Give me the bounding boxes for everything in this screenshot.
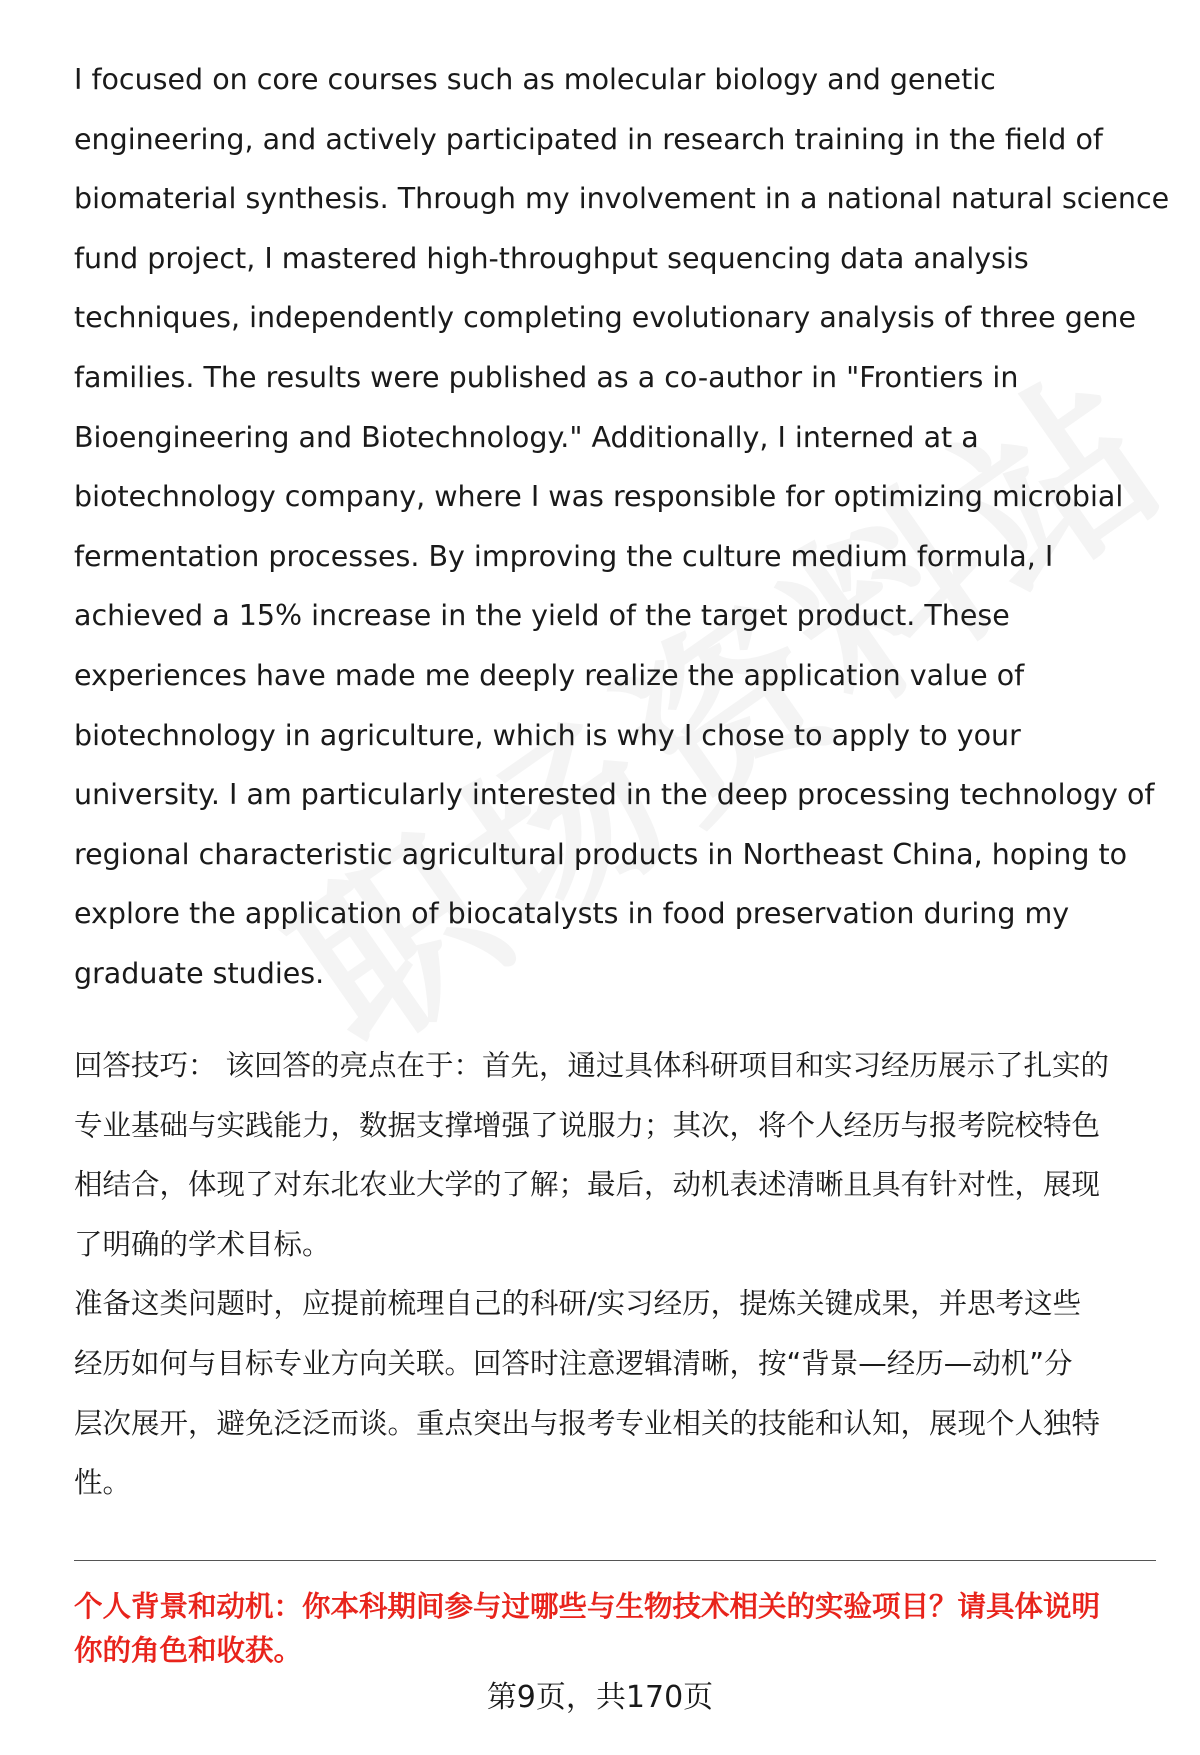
paragraph-line: explore the application of biocatalysts in food preservation during my xyxy=(74,897,1070,931)
tips-line: 准备这类问题时，应提前梳理自己的科研/实习经历，提炼关键成果，并思考这些 xyxy=(74,1287,1082,1321)
paragraph-line: biotechnology company, where I was responsible for optimizing microbial xyxy=(74,480,1124,514)
answer-tips xyxy=(74,1036,1164,1513)
paragraph-line: biotechnology in agriculture, which is why I chose to apply to your xyxy=(74,718,1021,752)
paragraph-line: techniques, independently completing evolutionary analysis of three gene xyxy=(74,301,1136,335)
tips-line: 了明确的学术目标。 xyxy=(74,1227,331,1261)
paragraph-line: regional characteristic agricultural products in Northeast China, hoping to xyxy=(74,837,1128,871)
answer-paragraph xyxy=(74,50,1170,1004)
question-line: 你的角色和收获。 xyxy=(74,1634,303,1667)
paragraph-line: fermentation processes. By improving the culture medium formula, I xyxy=(74,539,1054,573)
tips-line: 回答技巧： 该回答的亮点在于：首先，通过具体科研项目和实习经历展示了扎实的 xyxy=(74,1049,1110,1082)
tips-line: 层次展开，避免泛泛而谈。重点突出与报考专业相关的技能和认知，展现个人独特 xyxy=(74,1406,1101,1440)
page-number: 第9页，共170页 xyxy=(486,1680,714,1715)
paragraph-line: biomaterial synthesis. Through my involvement in a national natural science xyxy=(74,182,1170,216)
paragraph-line: families. The results were published as a co-author in "Frontiers in xyxy=(74,360,1019,394)
tips-line: 相结合，体现了对东北农业大学的了解；最后，动机表述清晰且具有针对性，展现 xyxy=(74,1168,1101,1202)
section-divider xyxy=(74,1560,1156,1561)
paragraph-line: experiences have made me deeply realize the application value of xyxy=(74,658,1025,692)
tips-line: 性。 xyxy=(74,1466,132,1500)
tips-line: 经历如何与目标专业方向关联。回答时注意逻辑清晰，按“背景—经历—动机”分 xyxy=(74,1346,1073,1380)
paragraph-line: Bioengineering and Biotechnology." Additionally, I interned at a xyxy=(74,420,979,454)
next-question xyxy=(74,1585,1164,1673)
paragraph-line: fund project, I mastered high-throughput sequencing data analysis xyxy=(74,241,1029,275)
paragraph-line: engineering, and actively participated in research training in the field of xyxy=(74,122,1103,156)
paragraph-line: graduate studies. xyxy=(74,956,325,990)
tips-line: 专业基础与实践能力，数据支撑增强了说服力；其次，将个人经历与报考院校特色 xyxy=(74,1108,1101,1142)
paragraph-line: achieved a 15% increase in the yield of the target product. These xyxy=(74,599,1010,633)
paragraph-line: I focused on core courses such as molecular biology and genetic xyxy=(74,63,996,96)
question-line: 个人背景和动机：你本科期间参与过哪些与生物技术相关的实验项目？请具体说明 xyxy=(74,1590,1101,1623)
paragraph-line: university. I am particularly interested in the deep processing technology of xyxy=(74,778,1155,812)
